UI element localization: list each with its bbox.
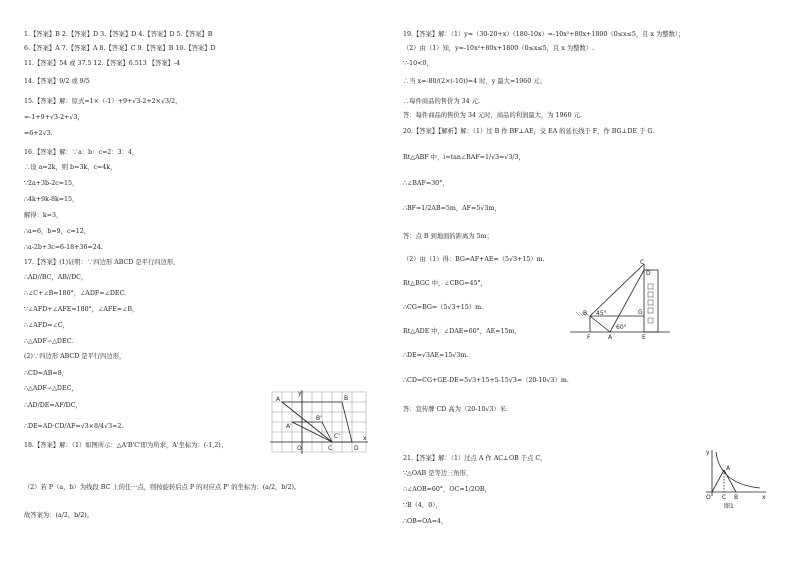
bld-label-a: A bbox=[608, 334, 613, 341]
left-column-line: ∴a-2b+3c=6-18+36=24. bbox=[24, 244, 103, 251]
grid-label-a-prime: A' bbox=[286, 423, 292, 430]
left-column-line: 17.【答案】(1)证明：∵四边形 ABCD 是平行四边形， bbox=[24, 259, 180, 266]
hyp-label-c: C bbox=[722, 494, 727, 501]
building-slope-figure bbox=[568, 258, 672, 342]
right-column-line: ∵△OAB 是等边三角形， bbox=[403, 470, 473, 477]
right-column-line: 19.【答案】解：（1）y=（30-20+x）（180-10x）=-10x²+80x+1800（0≤x≤5，且 x 为整数）； bbox=[403, 31, 685, 38]
left-column-line: ∴设 a=2k，则 b=3k，c=4k， bbox=[24, 164, 117, 171]
left-column-line: 15.【答案】解：原式=1×（-1）+9+√3-2+2×√3/2， bbox=[24, 98, 182, 105]
left-column-line: 1.【答案】B 2.【答案】D 3.【答案】D 4.【答案】D 5.【答案】B bbox=[24, 31, 213, 38]
right-column-line: ∵-10<0， bbox=[403, 60, 433, 67]
bld-label-f: F bbox=[587, 334, 591, 341]
left-column-line: ∵2a+3b-2c=15， bbox=[24, 180, 79, 187]
bld-label-45: 45° bbox=[596, 310, 607, 317]
right-column-line: ∴OB=OA=4， bbox=[403, 518, 448, 525]
left-column-line: ∴△ADF∽△DEC. bbox=[24, 338, 74, 345]
right-column-line: Rt△ABF 中，i=tan∠BAF=1/√3=√3/3， bbox=[403, 154, 525, 161]
hyp-label-y: y bbox=[706, 449, 710, 456]
right-column-line: ∴CG=BG=（5√3+15）m. bbox=[403, 304, 484, 311]
left-column-line: ∴AD//BC，AB//DC， bbox=[24, 274, 88, 281]
right-column-line: Rt△ADE 中，∠DAE=60°，AE=15m， bbox=[403, 328, 521, 335]
left-column-line: ∴∠AFD=∠C， bbox=[24, 322, 69, 329]
right-column-line: ∴CD=CG+GE-DE=5√3+15+5-15√3=（20-10√3）m. bbox=[403, 377, 569, 384]
grid-label-c-prime: C' bbox=[334, 433, 340, 440]
left-column-line: ∴△ADF∽△DEC， bbox=[24, 385, 78, 392]
grid-label-b-prime: B' bbox=[316, 415, 322, 422]
left-column-line: 14.【答案】9/2 或 9/5 bbox=[24, 78, 90, 85]
left-column-line: 16.【答案】解：∵a：b：c=2：3：4， bbox=[24, 149, 139, 156]
bld-label-c: C bbox=[640, 259, 645, 266]
coordinate-grid-figure bbox=[268, 388, 370, 456]
left-column-line: ∴CD=AB=8， bbox=[24, 370, 68, 377]
bld-label-60: 60° bbox=[616, 324, 627, 331]
left-column-line: 解得：k=3， bbox=[24, 212, 63, 219]
right-column-line: ∴当 x=-80/(2×(-10))=4 时，y 最大=1960 元； bbox=[403, 78, 546, 85]
right-column-line: ∵B（4，0）， bbox=[403, 502, 442, 509]
grid-label-c: C bbox=[328, 445, 333, 452]
left-column-line: (2)∵四边形 ABCD 是平行四边形， bbox=[24, 353, 126, 360]
grid-label-y: y bbox=[298, 390, 302, 397]
left-column-line: 18.【答案】解：（1）如图所示：△A'B'C'即为所求，A'坐标为：(-1,2)； bbox=[24, 442, 228, 449]
left-column-line: 6.【答案】A 7.【答案】A 8.【答案】C 9.【答案】B 10.【答案】D bbox=[24, 45, 216, 52]
hyp-label-x: x bbox=[762, 494, 766, 501]
right-column-line: 答：宣传牌 CD 高为（20-10√3）米. bbox=[403, 406, 509, 413]
bld-label-b: B bbox=[583, 310, 588, 317]
hyp-label-o: O bbox=[706, 494, 711, 501]
hyp-label-a: A bbox=[726, 465, 731, 472]
bld-label-d: D bbox=[646, 270, 651, 277]
right-column-line: ∴DE=√3AE=15√3m. bbox=[403, 352, 469, 359]
right-column-line: ∴∠AOB=60°，OC=1/2OB， bbox=[403, 486, 491, 493]
grid-label-x: x bbox=[363, 435, 367, 442]
bld-label-g: G bbox=[638, 309, 643, 316]
right-column-line: 答：每件商品的售价为 34 元时，商品的利润最大，为 1960 元. bbox=[403, 112, 582, 119]
right-column-line: （2）由（1）得：BG=AF+AE=（5√3+15）m. bbox=[403, 256, 545, 263]
right-column-line: ∴BF=1/2AB=5m，AF=5√3m， bbox=[403, 205, 501, 212]
hyp-label-caption: 图1 bbox=[724, 503, 734, 510]
right-column-line: 21.【答案】解：（1）过点 A 作 AC⊥OB 于点 C， bbox=[403, 455, 547, 462]
left-column-line: =6+2√3. bbox=[24, 130, 53, 137]
left-column-line: ∴DE=AD·CD/AF=√3×8/4√3=2. bbox=[24, 423, 124, 430]
bld-label-e: E bbox=[642, 334, 646, 341]
right-column-line: ∴每件商品的售价为 34 元. bbox=[403, 98, 480, 105]
left-column-line: 故答案为：(a/2，b/2)。 bbox=[24, 512, 94, 519]
left-column-line: ∴4k+9k-8k=15， bbox=[24, 196, 79, 203]
left-column-line: ∴a=6，b=9，c=12， bbox=[24, 228, 91, 235]
right-column-line: ∴∠BAF=30°， bbox=[403, 180, 449, 187]
hyperbola-figure bbox=[700, 448, 768, 512]
grid-label-a: A bbox=[276, 396, 281, 403]
left-column-line: ∴AD/DE=AF/DC， bbox=[24, 402, 82, 409]
hyp-label-b: B bbox=[734, 494, 739, 501]
right-column-line: Rt△BGC 中，∠CBG=45°， bbox=[403, 280, 487, 287]
left-column-line: （2）若 P（a，b）为线段 BC 上的任一点，则按旋转后点 P 的对应点 P' 的坐标为：(a/2，b/2)。 bbox=[24, 484, 301, 491]
right-column-line: （2）由（1）知，y=-10x²+80x+1800（0≤x≤5，且 x 为整数）. bbox=[403, 45, 595, 52]
grid-label-o: O bbox=[297, 445, 302, 452]
right-column-line: 20.【答案】【解析】解：（1）过 B 作 BF⊥AE，交 EA 的延长线于 F，作 BG⊥DE 于 G. bbox=[403, 128, 655, 135]
left-column-line: ∵∠AFD+∠AFE=180°，∠AFE=∠B， bbox=[24, 306, 139, 313]
right-column-line: 答：点 B 到地面的距离为 5m； bbox=[403, 233, 493, 240]
grid-label-d: D bbox=[354, 445, 359, 452]
left-column-line: 11.【答案】54 或 37.5 12.【答案】6.513 【答案】-4 bbox=[24, 60, 181, 67]
grid-label-b: B bbox=[344, 395, 349, 402]
left-column-line: ∴∠C+∠B=180°，∠ADF=∠DEC. bbox=[24, 290, 127, 297]
left-column-line: =-1+9+√3-2+√3， bbox=[24, 114, 84, 121]
